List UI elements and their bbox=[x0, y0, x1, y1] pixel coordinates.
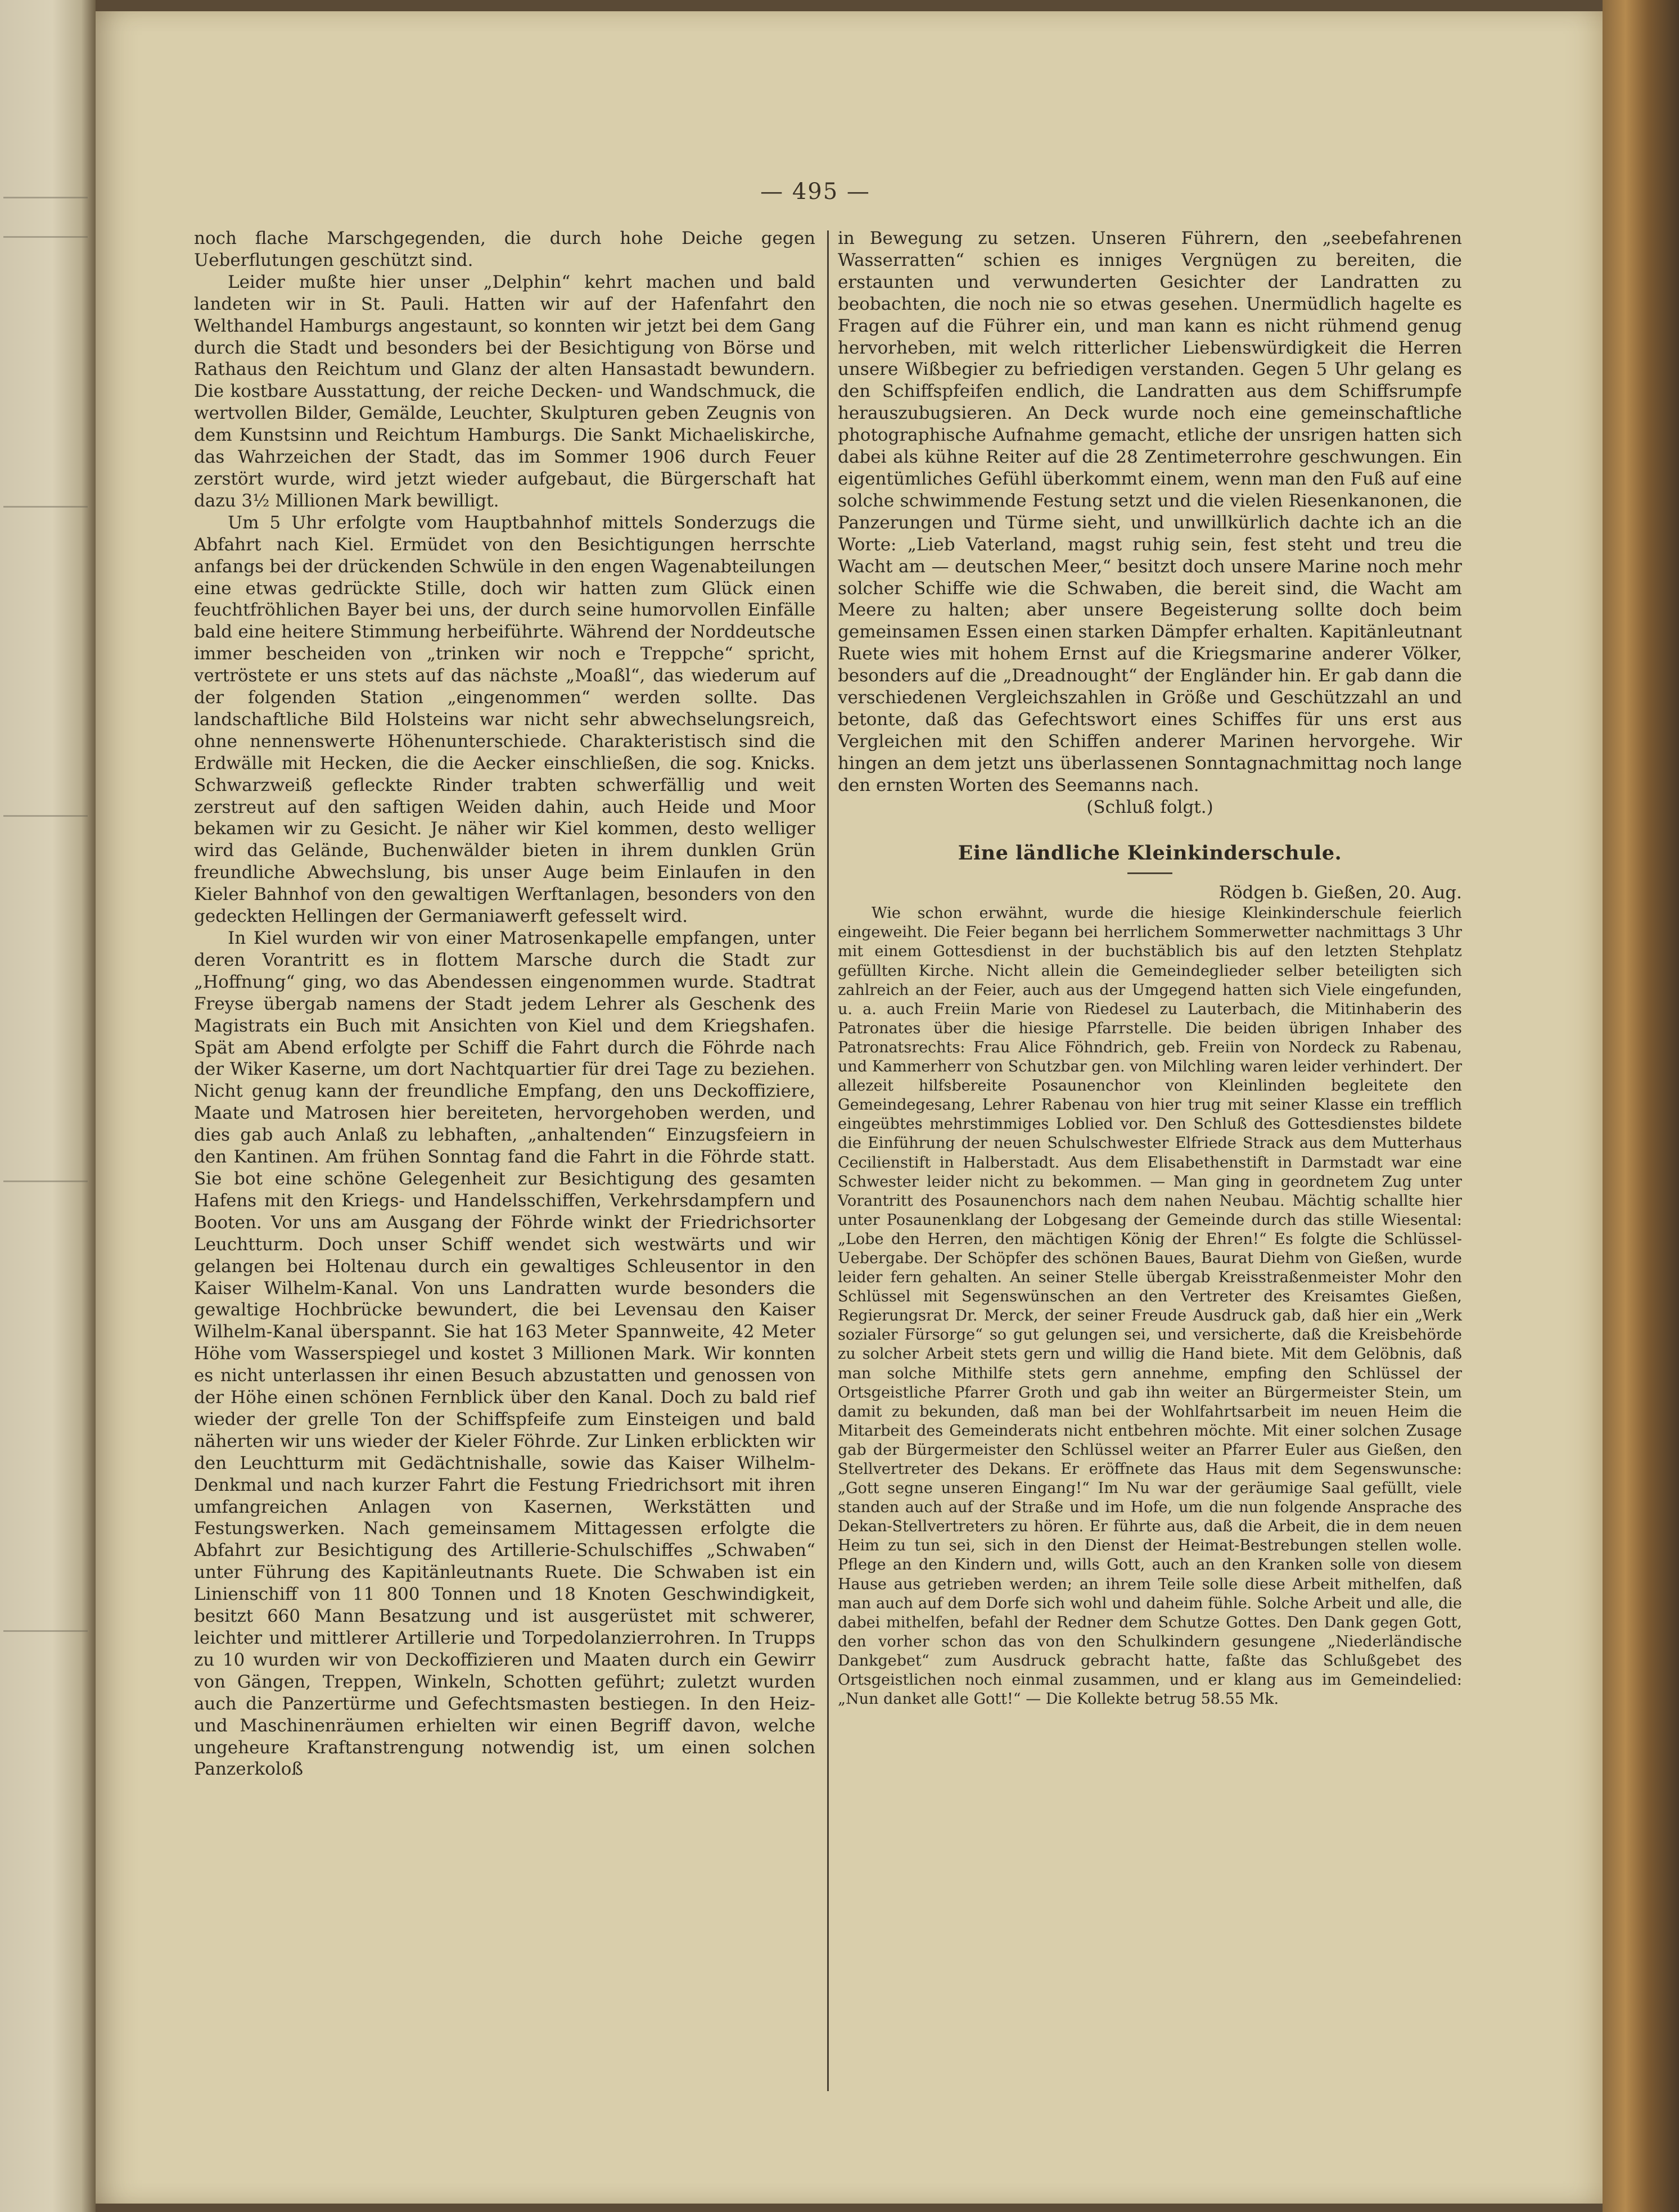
article-travel-report-continuation bbox=[838, 228, 1462, 797]
paragraph: noch flache Marschgegenden, die durch hohe Deiche gegen Ueberflutungen geschützt sind. bbox=[194, 228, 815, 270]
book-binding-edge bbox=[1603, 0, 1679, 2212]
article-heading: Eine ländliche Kleinkinderschule. bbox=[958, 842, 1342, 865]
scan-artifact bbox=[3, 1180, 88, 1188]
paragraph: In Kiel wurden wir von einer Matrosenkapelle empfangen, unter deren Vorantritt es in flottem Marsche durch die Stadt zur „Hoffnung“ ging, wo das Abendessen eingenommen wurde. Stadtrat Freyse übergab namens der Stadt jedem Lehrer als Geschenk des Magistrats ein Buch mit Ansichten von Kiel und dem Kriegshafen. Spät am Abend erfolgte per Schiff die Fahrt durch die Föhrde nach der Wiker Kaserne, um dort Nachtquartier für drei Tage zu beziehen. Nicht genug kann der freundliche Empfang, den uns Deckoffiziere, Maate und Matrosen hier bereiteten, hervorgehoben werden, und dies gab auch Anlaß zu lebhaften, „anhaltenden“ Einzugsfeiern in den Kantinen. Am frühen Sonntag fand die Fahrt in die Föhrde statt. Sie bot eine schöne Gelegenheit zur Besichtigung des gesamten Hafens mit den Kriegs- und Handelsschiffen, Verkehrsdampfern und Booten. Vor uns am Ausgang der Föhrde winkt der Friedrichsorter Leuchtturm. Doch unser Schiff wendet sich westwärts und wir gelangen bei Holtenau durch ein gewaltiges Schleusentor in den Kaiser Wilhelm-Kanal. Von uns Landratten wurde besonders die gewaltige Hochbrücke bewundert, die bei Levensau den Kaiser Wilhelm-Kanal überspannt. Sie hat 163 Meter Spannweite, 42 Meter Höhe vom Wasserspiegel und kostet 3 Millionen Mark. Wir konnten es nicht unterlassen ihr einen Besuch abzustatten und genossen von der Höhe einen schönen Fernblick über den Kanal. Doch zu bald rief wieder der grelle Ton der Schiffspfeife zum Einsteigen und bald näherten wir uns wieder der Kieler Föhrde. Zur Linken erblickten wir den Leuchtturm mit Gedächtnishalle, sowie das Kaiser Wilhelm-Denkmal und nach kurzer Fahrt die Festung Friedrichsort mit ihren umfangreichen Anlagen von Kasernen, Werkstätten und Festungswerken. Nach gemeinsamem Mittagessen erfolgte die Abfahrt zur Besichtigung des Artillerie-Schulschiffes „Schwaben“ unter Führung des Kapitänleutnants Ruete. Die Schwaben ist ein Linienschiff von 11 800 Tonnen und 18 Knoten Geschwindigkeit, besitzt 660 Mann Besatzung und ist ausgerüstet mit schwerer, leichter und mittlerer Artillerie und Torpedolanzierrohren. In Trupps zu 10 wurden wir von Deckoffizieren und Maaten durch ein Gewirr von Gängen, Treppen, Winkeln, Schotten geführt; zuletzt wurden auch die Panzertürme und Gefechtsmasten bestiegen. In den Heiz- und Maschinenräumen erhielten wir einen Begriff davon, welche ungeheure Kraftanstrengung notwendig ist, um einen solchen Panzerkoloß bbox=[194, 928, 815, 1780]
left-column bbox=[194, 228, 815, 1780]
article-dateline: Rödgen b. Gießen, 20. Aug. bbox=[1218, 883, 1462, 903]
column-divider bbox=[827, 230, 829, 2091]
right-column bbox=[838, 228, 1462, 1709]
paragraph: Leider mußte hier unser „Delphin“ kehrt machen und bald landeten wir in St. Pauli. Hatten wir auf der Hafenfahrt den Welthandel Hamburgs angestaunt, so konnten wir jetzt bei dem Gang durch die Stadt und besonders bei der Besichtigung von Börse und Rathaus den Reichtum und Glanz der alten Hansastadt bewundern. Die kostbare Ausstattung, der reiche Decken- und Wandschmuck, die wertvollen Bilder, Gemälde, Leuchter, Skulpturen geben Zeugnis von dem Kunstsinn und Reichtum Hamburgs. Die Sankt Michaeliskirche, das Wahrzeichen der Stadt, das im Sommer 1906 durch Feuer zerstört wurde, wird jetzt wieder aufgebaut, die Bürgerschaft hat dazu 3½ Millionen Mark bewilligt. bbox=[194, 272, 815, 511]
heading-divider bbox=[1127, 872, 1172, 874]
scan-artifact bbox=[3, 236, 88, 243]
paragraph: Um 5 Uhr erfolgte vom Hauptbahnhof mittels Sonderzugs die Abfahrt nach Kiel. Ermüdet von den Besichtigungen herrschte anfangs bei der drückenden Schwüle in den engen Wagenabteilungen eine etwas gedrückte Stille, doch wir hatten zum Glück einen feuchtfröhlichen Bayer bei uns, der durch seine humorvollen Einfälle bald eine heitere Stimmung herbeiführte. Während der Norddeutsche immer bescheiden von „trinken wir noch e Treppche“ spricht, vertröstete er uns stets auf das nächste „Moaßl“, das wiederum auf der folgenden Station „eingenommen“ werden sollte. Das landschaftliche Bild Holsteins war nicht sehr abwechselungsreich, ohne nennenswerte Höhenunterschiede. Charakteristisch sind die Erdwälle mit Hecken, die die Aecker einschließen, die sog. Knicks. Schwarzweiß gefleckte Rinder trabten schwerfällig und weit zerstreut auf den saftigen Weiden dahin, auch Heide und Moor bekamen wir zu Gesicht. Je näher wir Kiel kommen, desto welliger wird das Gelände, Buchenwälder bieten in ihrem dunklen Grün freundliche Abwechslung, bis unser Auge beim Einlaufen in den Kieler Bahnhof von den gewaltigen Werftanlagen, besonders von den gedeckten Hellingen der Germaniawerft gefesselt wird. bbox=[194, 512, 815, 927]
paragraph: in Bewegung zu setzen. Unseren Führern, den „seebefahrenen Wasserratten“ schien es inniges Vergnügen zu bereiten, die erstaunten und verwunderten Gesichter der Landratten zu beobachten, die noch nie so etwas gesehen. Unermüdlich hagelte es Fragen auf die Führer ein, und man kann es nicht rühmend genug hervorheben, mit welch ritterlicher Liebenswürdigkeit die Herren unsere Wißbegier zu befriedigen verstanden. Gegen 5 Uhr gelang es den Schiffspfeifen endlich, die Landratten aus dem Schiffsrumpfe herauszubugsieren. An Deck wurde noch eine gemeinschaftliche photographische Aufnahme gemacht, etliche der unsrigen hatten sich dabei als kühne Reiter auf die 28 Zentimeterrohre geschwungen. Ein eigentümliches Gefühl überkommt einem, wenn man den Fuß auf eine solche schwimmende Festung setzt und die vielen Riesenkanonen, die Panzerungen und Türme sieht, und unwillkürlich dachte ich an die Worte: „Lieb Vaterland, magst ruhig sein, fest steht und treu die Wacht am — deutschen Meer,“ besitzt doch unsere Marine noch mehr solcher Schiffe wie die Schwaben, die bereit sind, die Wacht am Meere zu halten; aber unsere Begeisterung sollte doch beim gemeinsamen Essen einen starken Dämpfer erhalten. Kapitänleutnant Ruete wies mit hohem Ernst auf die Kriegsmarine anderer Völker, besonders auf die „Dreadnought“ der Engländer hin. Er gab dann die verschiedenen Vergleichszahlen in Größe und Geschützzahl an und betonte, daß das Gefechtswort eines Schiffes für uns erst aus Vergleichen mit den Schiffen anderer Marinen hervorgehe. Wir hingen an dem jetzt uns überlassenen Sonntagnachmittag noch lange den ernsten Worten des Seemanns nach. bbox=[838, 228, 1462, 795]
scan-artifact bbox=[3, 815, 88, 822]
scan-artifact bbox=[3, 506, 88, 513]
scan-artifact bbox=[3, 1630, 88, 1637]
page-number: — 495 — bbox=[760, 179, 870, 205]
previous-page-edge bbox=[0, 0, 96, 2212]
article-signoff: (Schluß folgt.) bbox=[1086, 797, 1213, 817]
paragraph: Wie schon erwähnt, wurde die hiesige Kleinkinderschule feierlich eingeweiht. Die Feier begann bei herrlichem Sommerwetter nachmittags 3 Uhr mit einem Gottesdienst in der buchstäblich bis auf den letzten Stehplatz gefüllten Kirche. Nicht allein die Gemeindeglieder selber beteiligten sich zahlreich an der Feier, auch aus der Umgegend hatten sich Viele eingefunden, u. a. auch Freiin Marie von Riedesel zu Lauterbach, die Mitinhaberin des Patronates über die hiesige Pfarrstelle. Die beiden übrigen Inhaber des Patronatsrechts: Frau Alice Föhndrich, geb. Freiin von Nordeck zu Rabenau, und Kammerherr von Schutzbar gen. von Milchling waren leider verhindert. Der allezeit hilfsbereite Posaunenchor von Kleinlinden begleitete den Gemeindegesang, Lehrer Rabenau von hier trug mit seiner Klasse ein trefflich eingeübtes mehrstimmiges Loblied vor. Den Schluß des Gottesdienstes bildete die Einführung der neuen Schulschwester Elfriede Strack aus dem Mutterhaus Cecilienstift in Halberstadt. Aus dem Elisabethenstift in Darmstadt war eine Schwester leider nicht zu bekommen. — Man ging in geordnetem Zug unter Vorantritt des Posaunenchors nach dem nahen Neubau. Mächtig schallte hier unter Posaunenklang der Lobgesang der Gemeinde durch das stille Wiesental: „Lobe den Herren, den mächtigen König der Ehren!“ Es folgte die Schlüssel-Uebergabe. Der Schöpfer des schönen Baues, Baurat Diehm von Gießen, wurde leider fern gehalten. An seiner Stelle übergab Kreisstraßenmeister Mohr den Schlüssel mit Segenswünschen an den Vertreter des Kreisamtes Gießen, Regierungsrat Dr. Merck, der seiner Freude Ausdruck gab, daß hier ein „Werk sozialer Fürsorge“ so gut gelungen sei, und versicherte, daß die Kreisbehörde zu solcher Arbeit stets gern und willig die Hand biete. Mit dem Gelöbnis, daß man solche Mithilfe stets gern annehme, empfing den Schlüssel der Ortsgeistliche Pfarrer Groth und gab ihn weiter an Bürgermeister Stein, um damit zu bekunden, daß man bei der Wohlfahrtsarbeit im neuen Heim die Mitarbeit des Gemeinderats nicht entbehren möchte. Mit einer solchen Zusage gab der Bürgermeister den Schlüssel weiter an Pfarrer Euler aus Gießen, den Stellvertreter des Dekans. Er eröffnete das Haus mit dem Segenswunsche: „Gott segne unseren Eingang!“ Im Nu war der geräumige Saal gefüllt, viele standen auch auf der Straße und im Hofe, um die nun folgende Ansprache des Dekan-Stellvertreters zu hören. Er führte aus, daß die Arbeit, die in dem neuen Heim zu tun sei, sich in den Dienst der Heimat-Bestrebungen stellen wolle. Pflege an den Kindern und, wills Gott, auch an den Kranken solle von diesem Hause aus getrieben werden; an ihrem Teile solle diese Arbeit mithelfen, daß man auch auf dem Dorfe sich wohl und daheim fühle. Solche Arbeit und alle, die dabei mithelfen, befahl der Redner dem Schutze Gottes. Den Dank gegen Gott, den vorher schon das von den Schulkindern gesungene „Niederländische Dankgebet“ zum Ausdruck gebracht hatte, faßte das Schlußgebet des Ortsgeistlichen noch einmal zusammen, und er klang aus im Gemeindelied: „Nun danket alle Gott!“ — Die Kollekte betrug 58.55 Mk. bbox=[838, 904, 1462, 1708]
article-kindergarten bbox=[838, 904, 1462, 1709]
scan-artifact bbox=[3, 197, 88, 204]
